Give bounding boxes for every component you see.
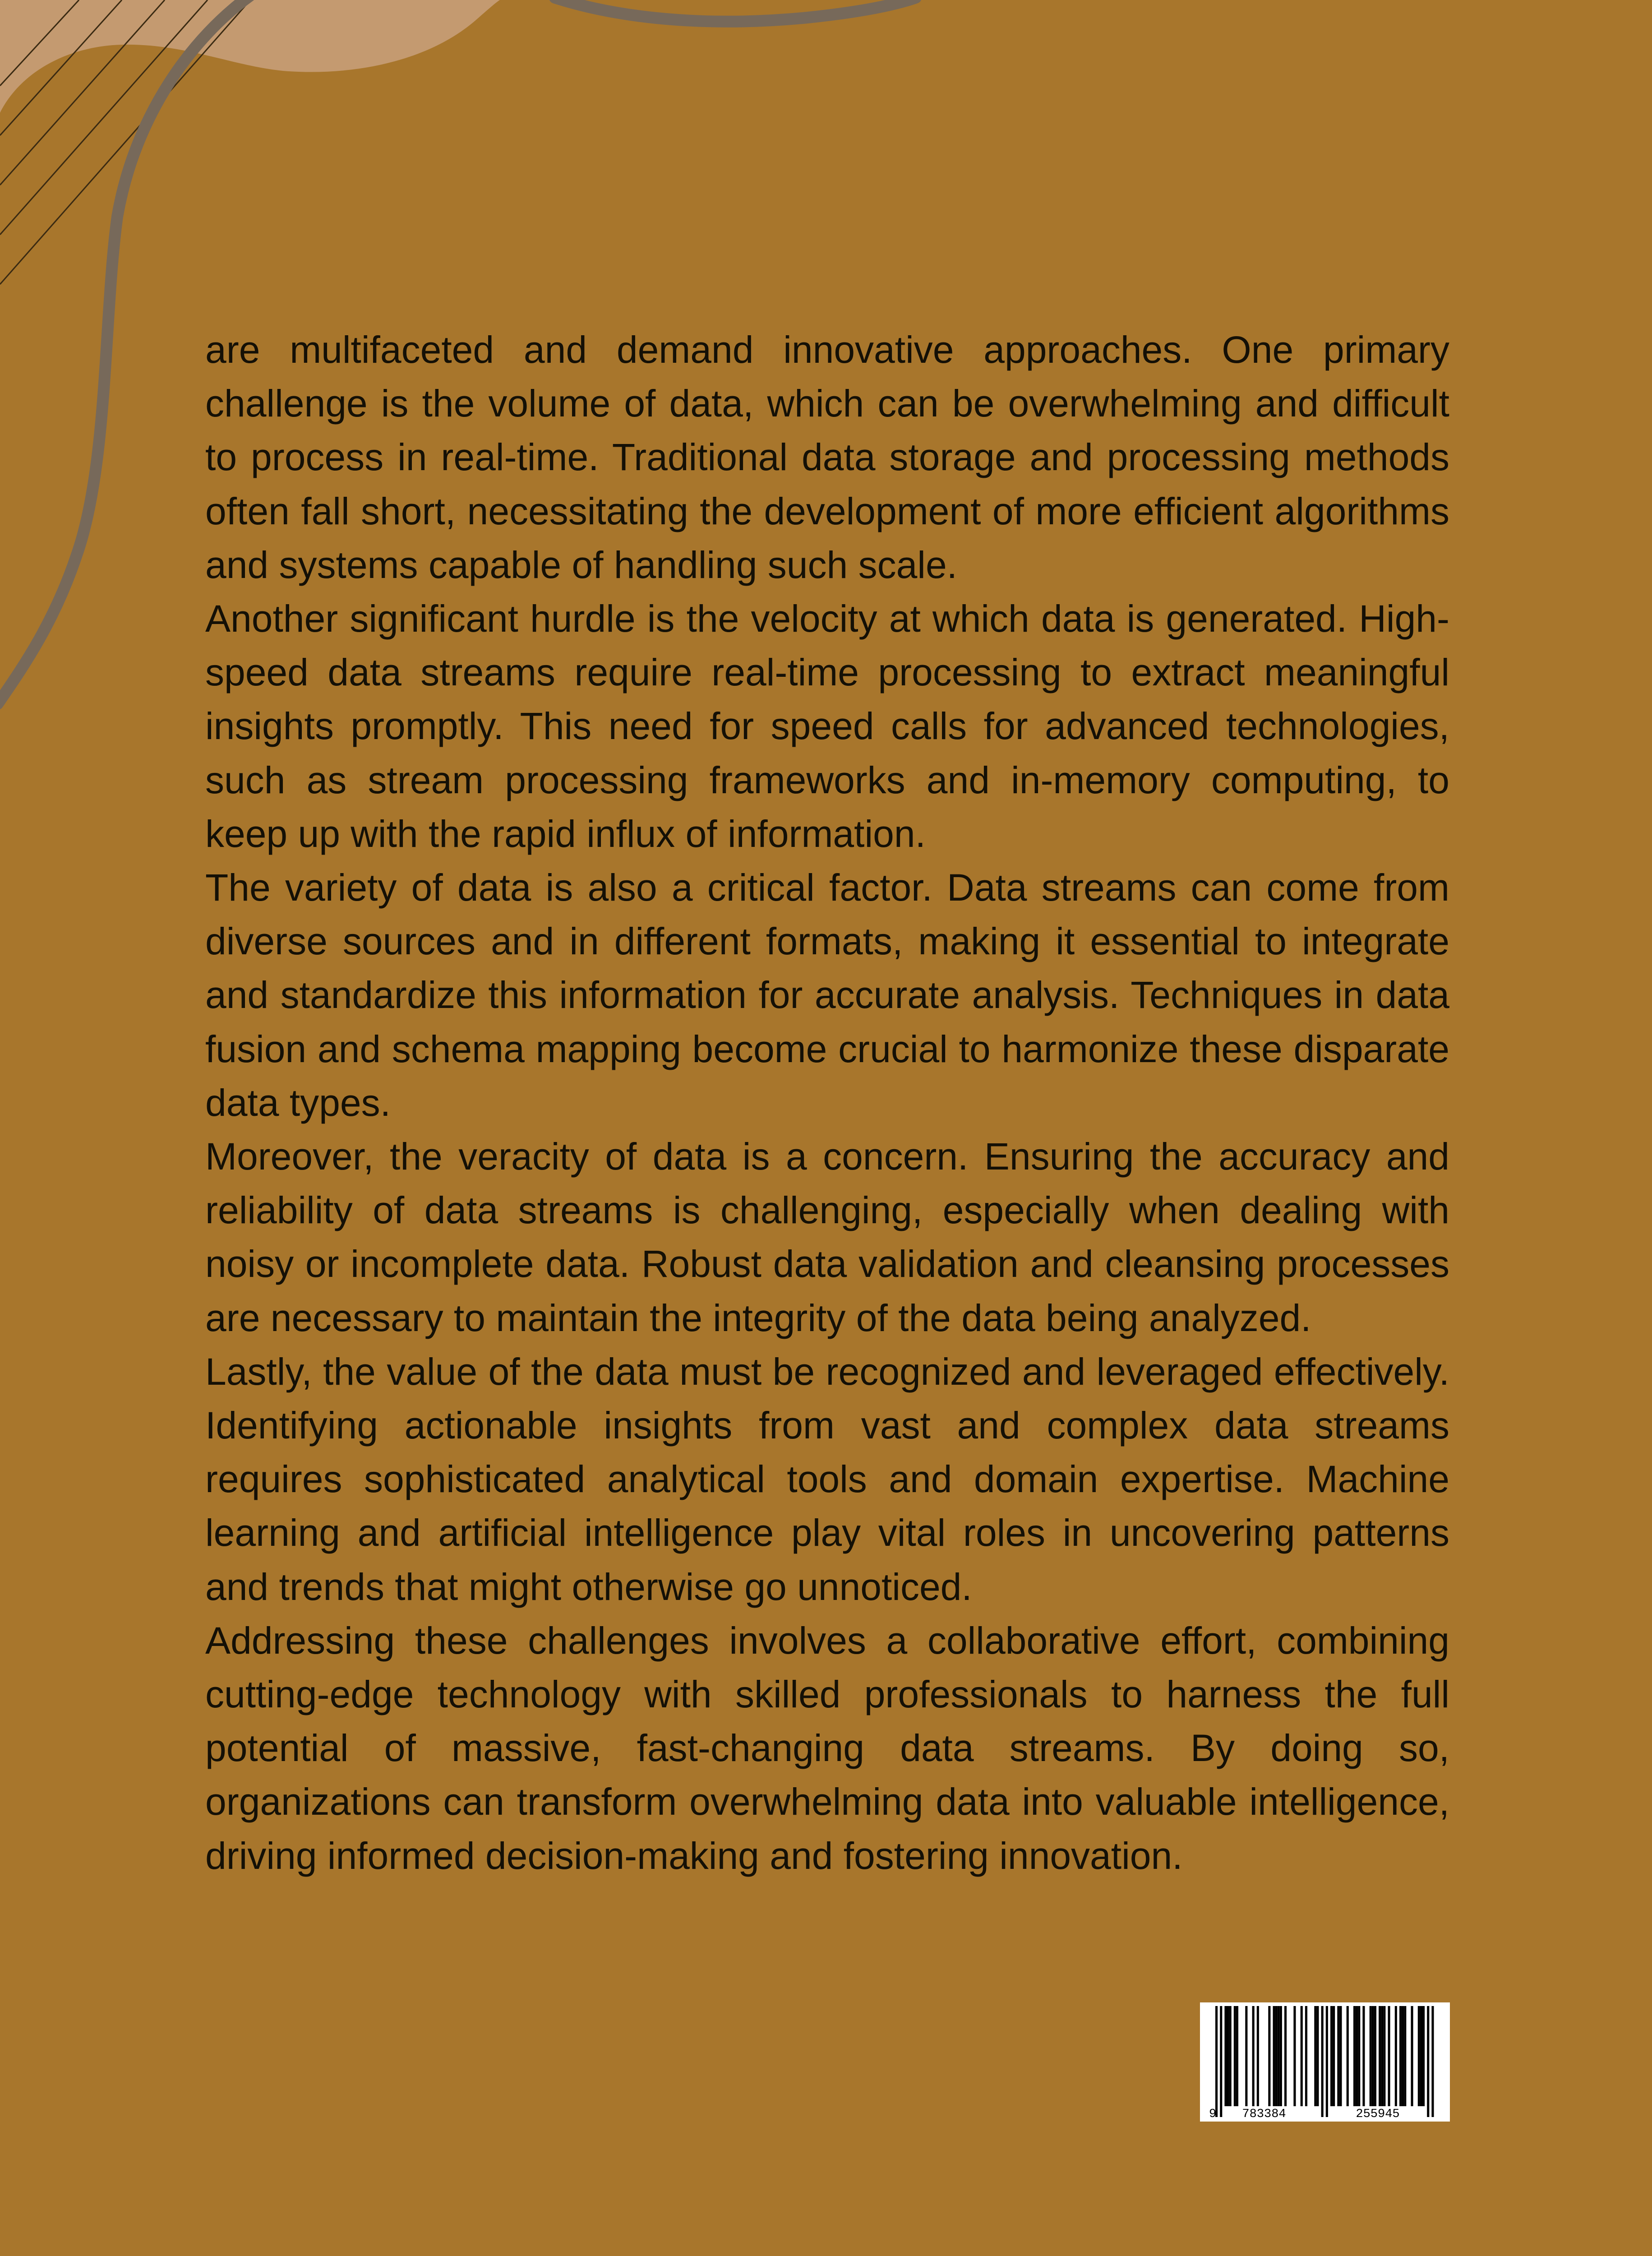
barcode-bar xyxy=(1418,2006,1420,2106)
barcode-bar xyxy=(1422,2006,1425,2106)
barcode-bar xyxy=(1275,2006,1278,2106)
barcode-bar xyxy=(1420,2006,1422,2106)
barcode-bar xyxy=(1316,2006,1319,2106)
barcode-prefix-digit: 9 xyxy=(1209,2108,1217,2121)
barcode-bar xyxy=(1370,2006,1372,2106)
barcode-bar xyxy=(1227,2006,1229,2106)
tan-blob-shape xyxy=(0,0,500,113)
barcode-bar xyxy=(1337,2006,1339,2106)
paragraph-value: Lastly, the value of the data must be recognized and leveraged effectively. Identifying actionable insights from vast and complex data streams requires sophisticated analytical tools and domain expertise. Machine learning and artificial intelligence play vital roles in uncovering patterns and trends that might otherwise go unnoticed. xyxy=(205,1350,1449,1608)
barcode-bar xyxy=(1330,2006,1333,2106)
barcode-bar xyxy=(1379,2006,1381,2106)
paragraph-veracity: Moreover, the veracity of data is a concern. Ensuring the accuracy and reliability of data streams is challenging, especially when dealing with noisy or incomplete data. Robust data validation and cleansing processes are necessary to maintain the integrity of the data being analyzed. xyxy=(205,1135,1449,1339)
barcode-bar xyxy=(1301,2006,1303,2106)
barcode-bar xyxy=(1326,2006,1328,2117)
barcode-bar xyxy=(1293,2006,1296,2106)
barcode-bar xyxy=(1353,2006,1356,2106)
barcode-bar xyxy=(1372,2006,1374,2106)
barcode-bar xyxy=(1284,2006,1287,2106)
barcode-bar xyxy=(1224,2006,1227,2106)
barcode-bar xyxy=(1399,2006,1402,2106)
barcode-bar xyxy=(1374,2006,1376,2106)
barcode-bar xyxy=(1234,2006,1236,2106)
barcode-bar xyxy=(1339,2006,1342,2106)
barcode-bar xyxy=(1402,2006,1404,2106)
barcode-bar xyxy=(1333,2006,1335,2106)
paragraph-conclusion: Addressing these challenges involves a collaborative effort, combining cutting-edge technology with skilled professionals to harness the full potential of massive, fast-changing data streams. By doing so, organizations can transform overwhelming data into valuable intelligence, driving informed decision-making and fostering innovation. xyxy=(205,1619,1449,1877)
barcode-bar xyxy=(1268,2006,1270,2106)
barcode-bar xyxy=(1411,2006,1413,2106)
barcode-bar xyxy=(1383,2006,1385,2106)
barcode-bar xyxy=(1431,2006,1434,2117)
barcode-bar xyxy=(1273,2006,1275,2106)
paragraph-velocity: Another significant hurdle is the velocity at which data is generated. High-speed data streams require real-time processing to extract meaningful insights promptly. This need for speed calls for advanced technologies, such as stream processing frameworks and in-memory computing, to keep up with the rapid influx of information. xyxy=(205,597,1449,855)
barcode-bar xyxy=(1362,2006,1365,2106)
barcode-bar xyxy=(1252,2006,1255,2106)
barcode-left-digits: 783384 xyxy=(1242,2108,1286,2121)
barcode-bar xyxy=(1347,2006,1349,2106)
back-cover-text xyxy=(205,323,1449,1883)
paragraph-variety: The variety of data is also a critical factor. Data streams can come from diverse sources and in different formats, making it essential to integrate and standardize this information for accurate analysis. Techniques in data fusion and schema mapping become crucial to harmonize these disparate data types. xyxy=(205,866,1449,1124)
barcode-bar xyxy=(1245,2006,1247,2106)
isbn-barcode xyxy=(1200,2002,1450,2122)
barcode-bar xyxy=(1278,2006,1280,2106)
grey-arc-top xyxy=(555,0,916,22)
barcode-bars xyxy=(1215,2006,1434,2117)
barcode-bar xyxy=(1395,2006,1397,2106)
barcode-bar xyxy=(1220,2006,1222,2117)
barcode-bar xyxy=(1427,2006,1429,2117)
paragraph-volume: are multifaceted and demand innovative approaches. One primary challenge is the volume of data, which can be overwhelming and difficult to process in real-time. Traditional data storage and processing methods often fall short, necessitating the development of more efficient algorithms and systems capable of handling such scale. xyxy=(205,328,1449,586)
barcode-bar xyxy=(1257,2006,1259,2106)
barcode-bar xyxy=(1404,2006,1406,2106)
barcode-right-digits: 255945 xyxy=(1356,2108,1400,2121)
barcode-bar xyxy=(1321,2006,1324,2117)
barcode-bar xyxy=(1280,2006,1282,2106)
barcode-bar xyxy=(1381,2006,1383,2106)
barcode-bar xyxy=(1356,2006,1358,2106)
barcode-bar xyxy=(1215,2006,1218,2117)
barcode-bar xyxy=(1305,2006,1307,2106)
barcode-bar xyxy=(1314,2006,1316,2106)
barcode-bar xyxy=(1358,2006,1360,2106)
barcode-bar xyxy=(1388,2006,1390,2106)
diagonal-lines-pattern xyxy=(0,0,250,284)
barcode-bar xyxy=(1229,2006,1232,2106)
barcode-bar xyxy=(1236,2006,1238,2106)
